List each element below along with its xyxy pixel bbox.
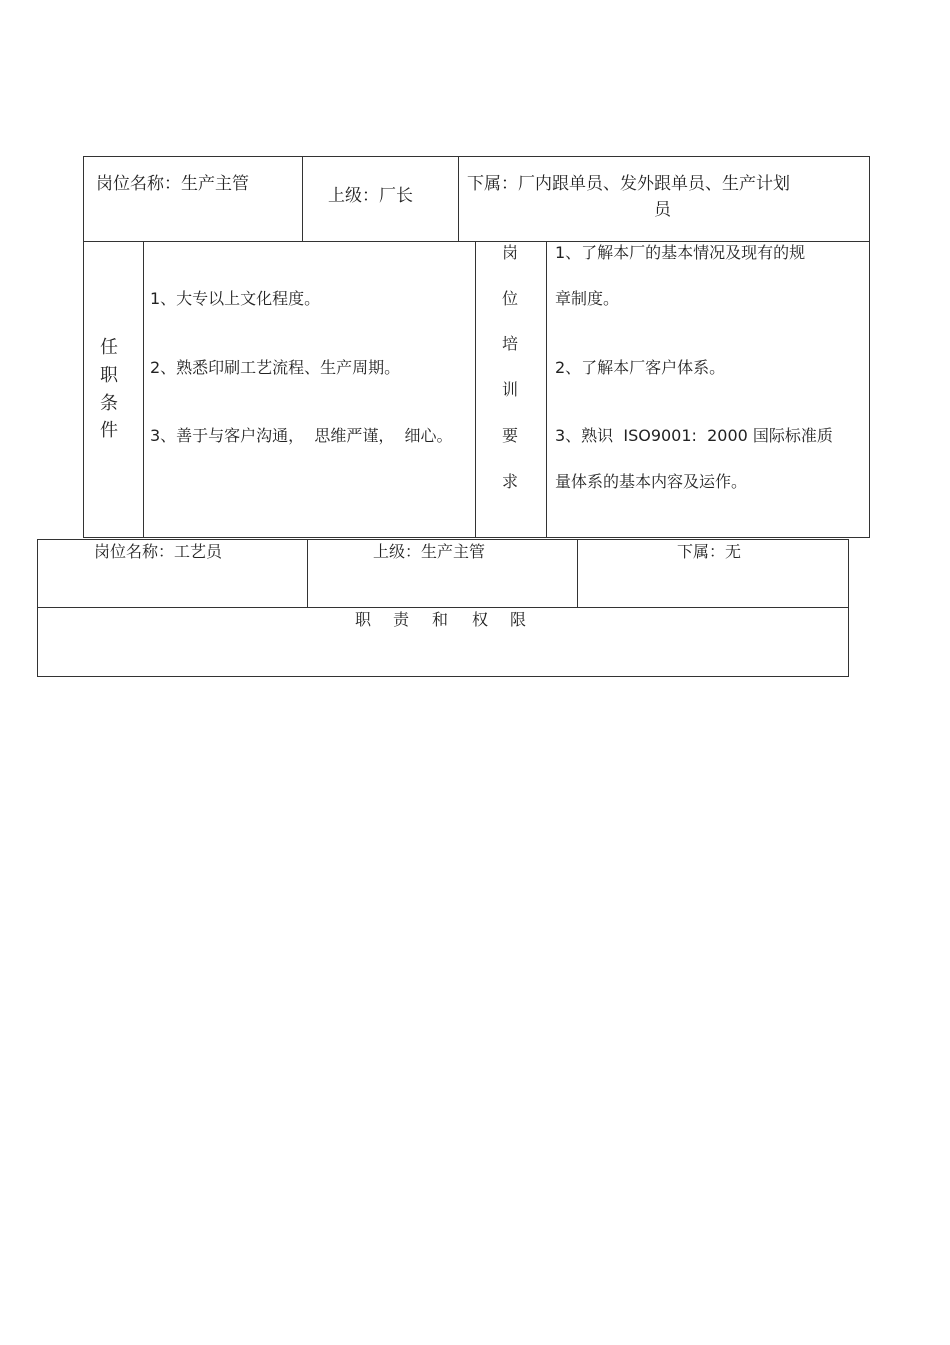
training-item: 量体系的基本内容及运作。: [555, 472, 748, 491]
training-label-char: 训: [501, 380, 518, 399]
training-item: 章制度。: [555, 289, 620, 308]
training-label-char: 岗: [501, 243, 518, 262]
duties-heading-char: 权: [472, 610, 489, 629]
duties-heading-char: 责: [393, 610, 410, 629]
duties-heading-char: 职: [355, 610, 372, 629]
qualifications-label-char: 件: [100, 420, 118, 441]
table2-header-col-divider-1: [307, 539, 308, 608]
qualifications-label-char: 职: [100, 365, 118, 386]
superior: 上级：厂长: [328, 186, 413, 206]
training-item: 3、熟识 ISO9001: 2000 国际标准质: [555, 426, 833, 445]
training-label-char: 培: [501, 334, 518, 353]
training-item: 1、了解本厂的基本情况及现有的规: [555, 243, 806, 262]
post-name: 岗位名称：工艺员: [94, 542, 223, 561]
table1-header-divider: [83, 241, 870, 242]
table1-body-col-divider-2: [475, 241, 476, 538]
job-table-production-supervisor: [83, 156, 870, 538]
subordinate-line-2: 员: [654, 200, 671, 220]
training-item: 2、了解本厂客户体系。: [555, 358, 726, 377]
table1-header-col-divider-2: [458, 156, 459, 242]
table1-body-col-divider-1: [143, 241, 144, 538]
table2-header-divider: [37, 607, 849, 608]
training-label-char: 位: [501, 289, 518, 308]
duties-heading-char: 和: [432, 610, 449, 629]
table2-header-col-divider-2: [577, 539, 578, 608]
table1-header-col-divider-1: [302, 156, 303, 242]
superior: 上级：生产主管: [373, 542, 486, 561]
qualification-item: 2、熟悉印刷工艺流程、生产周期。: [150, 358, 401, 377]
qualification-item: 1、大专以上文化程度。: [150, 289, 321, 308]
duties-heading-char: 限: [510, 610, 527, 629]
qualification-item: 3、善于与客户沟通， 思维严谨， 细心。: [150, 426, 453, 445]
training-label-char: 求: [501, 472, 518, 491]
table1-body-col-divider-3: [546, 241, 547, 538]
subordinate: 下属：无: [677, 542, 742, 561]
post-name: 岗位名称：生产主管: [96, 174, 249, 194]
subordinate-line-1: 下属：厂内跟单员、发外跟单员、生产计划: [467, 174, 790, 194]
qualifications-label-char: 任: [100, 337, 118, 358]
qualifications-label-char: 条: [100, 393, 118, 414]
training-label-char: 要: [501, 426, 518, 445]
